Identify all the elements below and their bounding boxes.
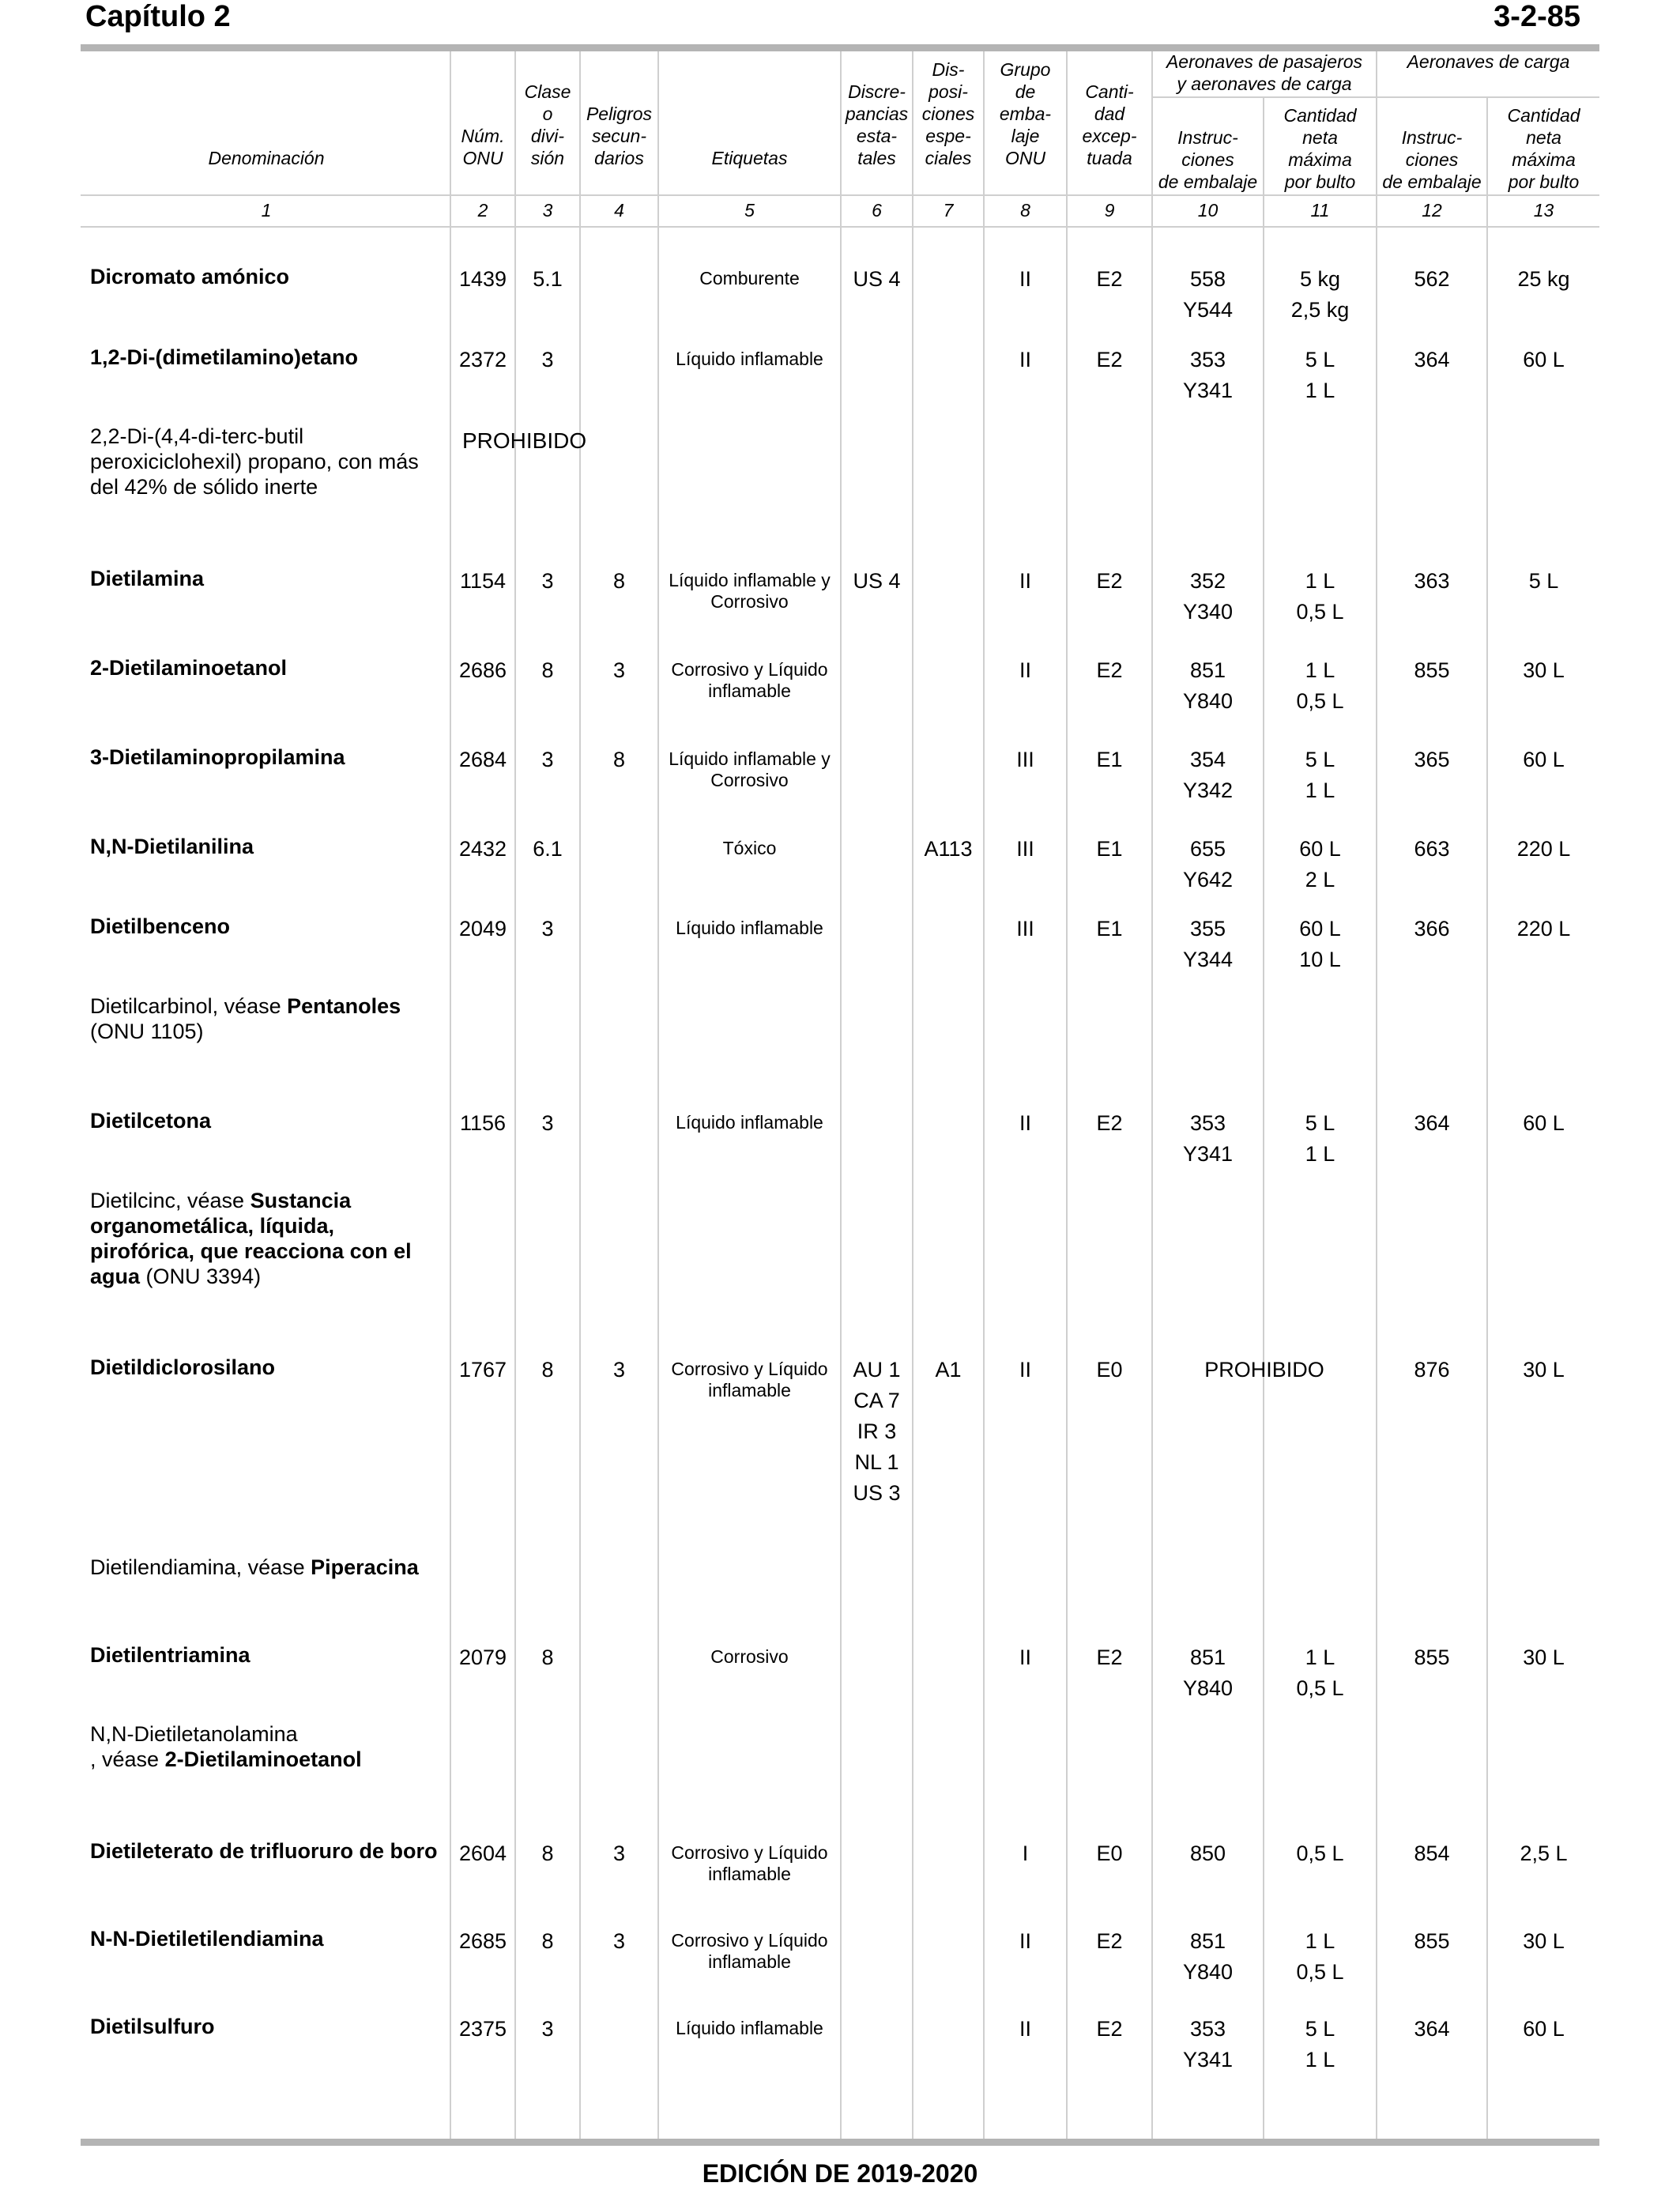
cell-packing-group: I [1022,1842,1029,1865]
cell-cargo-quantity: 220 L [1516,917,1571,941]
cell-cargo-instructions: 364 [1414,2017,1450,2041]
cell-pax-quantity: 5 L 1 L [1305,1111,1335,1166]
xref-target: Piperacina [311,1555,419,1579]
cell-packing-group: III [1016,837,1034,861]
xref-text: (ONU 3394) [140,1265,262,1288]
cell-un: 2685 [458,1929,507,1953]
cell-label: Corrosivo y Líquido inflamable [671,1930,828,1972]
cell-excepted-qty: E0 [1096,1358,1123,1382]
cell-pax-quantity: 1 L 0,5 L [1296,1646,1344,1700]
cell-class: 3 [541,569,554,593]
cross-reference [90,993,438,1044]
cell-pax-instructions: 655 Y642 [1182,837,1234,892]
cell-cargo-instructions: 364 [1414,1111,1450,1135]
cell-excepted-qty: E1 [1096,837,1123,861]
col-header-cantidad-exceptuada: Canti- dad excep- tuada [1082,81,1137,168]
cell-cargo-instructions: 855 [1414,658,1450,682]
cell-class: 3 [541,2017,554,2041]
cell-discrepancies: AU 1 CA 7 IR 3 NL 1 US 3 [853,1358,901,1505]
cell-label: Líquido inflamable [676,2018,823,2038]
cell-excepted-qty: E2 [1096,1929,1123,1953]
cell-special: A1 [935,1358,962,1382]
col-number: 10 [1197,200,1219,221]
cell-packing-group: II [1019,267,1031,291]
col-number: 5 [744,200,755,221]
row-name: 2-Dietilaminoetanol [90,656,288,680]
cell-pax-instructions: 558 Y544 [1182,267,1234,322]
col-header-instrucciones-pax: Instruc- ciones de embalaje [1158,127,1258,192]
cell-un: 1154 [459,569,507,593]
header-divider [81,226,1599,228]
col-number: 12 [1422,200,1442,221]
cell-cargo-instructions: 663 [1414,837,1450,861]
cell-excepted-qty: E2 [1096,658,1123,682]
col-number: 9 [1104,200,1115,221]
col-header-peligros: Peligros secun- darios [586,104,653,168]
header-divider [81,194,1599,196]
col-number: 1 [261,200,272,221]
cell-pax-instructions: 353 Y341 [1182,2017,1234,2071]
cell-packing-group: II [1019,1929,1031,1953]
cell-cargo-instructions: 855 [1414,1929,1450,1953]
cell-secondary: 8 [612,748,626,771]
col-divider [579,51,581,2139]
cell-secondary: 8 [612,569,626,593]
cell-cargo-instructions: 365 [1414,748,1450,771]
cell-excepted-qty: E2 [1096,2017,1123,2041]
cell-label: Líquido inflamable [676,349,823,369]
col-number: 3 [542,200,553,221]
col-number: 4 [614,200,624,221]
cross-reference [90,1721,438,1772]
bottom-rule [81,2139,1599,2146]
cell-pax-instructions: 352 Y340 [1182,569,1234,624]
cell-label: Corrosivo y Líquido inflamable [671,659,828,701]
cell-class: 3 [541,748,554,771]
cell-pax-quantity: 60 L 2 L [1299,837,1341,892]
xref-text: Dietilcarbinol, véase [90,994,288,1018]
cell-packing-group: II [1019,569,1031,593]
cell-pax-quantity: 60 L 10 L [1299,917,1341,971]
cell-class: 5.1 [533,267,563,291]
cell-pax-instructions: 354 Y342 [1182,748,1234,802]
xref-target: Sustancia organometálica, líquida, pirofórica, que reacciona con el agua [90,1189,412,1288]
prohibited-note: PROHIBIDO [1204,1358,1324,1382]
cell-un: 2375 [458,2017,507,2041]
col-divider [912,51,913,2139]
col-number: 2 [477,200,488,221]
col-header-discrepancias: Discre- pancias esta- tales [845,81,909,168]
cell-pax-instructions: 355 Y344 [1182,917,1234,971]
xref-target: Pentanoles [287,994,401,1018]
edition-footer: EDICIÓN DE 2019-2020 [702,2159,978,2188]
row-name: 3-Dietilaminopropilamina [90,745,345,769]
cell-pax-quantity: 1 L 0,5 L [1296,658,1344,713]
cell-secondary: 3 [612,658,626,682]
cell-class: 8 [541,658,554,682]
cell-label: Corrosivo y Líquido inflamable [671,1359,828,1400]
cell-class: 3 [541,917,554,941]
cell-cargo-quantity: 60 L [1523,748,1565,771]
cell-class: 3 [541,348,554,371]
cell-packing-group: II [1019,658,1031,682]
row-name: N,N-Dietilanilina [90,835,254,858]
cell-label: Corrosivo y Líquido inflamable [671,1842,828,1884]
cell-pax-quantity: 1 L 0,5 L [1296,1929,1344,1984]
cell-packing-group: II [1019,1111,1031,1135]
cell-un: 2432 [458,837,507,861]
col-number: 11 [1310,200,1330,221]
cell-label: Comburente [699,268,800,288]
cell-pax-instructions: 353 Y341 [1182,1111,1234,1166]
cell-cargo-quantity: 60 L [1523,2017,1565,2041]
row-name: Dietilcetona [90,1109,212,1133]
col-header-instrucciones-carga: Instruc- ciones de embalaje [1382,127,1482,192]
col-header-cantidad-pax: Cantidad neta máxima por bulto [1283,105,1357,192]
chapter-title: Capítulo 2 [85,0,231,33]
row-name: Dietilamina [90,567,205,590]
cell-cargo-quantity: 2,5 L [1520,1842,1568,1865]
cell-excepted-qty: E1 [1096,748,1123,771]
col-header-cantidad-carga: Cantidad neta máxima por bulto [1507,105,1580,192]
cell-cargo-quantity: 30 L [1523,658,1565,682]
row-name: 2,2-Di-(4,4-di-terc-butil peroxiciclohexil) propano, con más del 42% de sólido inerte [90,424,419,499]
cell-label: Corrosivo [710,1646,789,1667]
cell-class: 8 [541,1358,554,1382]
cell-un: 2686 [458,658,507,682]
col-header-grupo-embalaje: Grupo de emba- laje ONU [999,59,1052,168]
cell-cargo-quantity: 30 L [1523,1929,1565,1953]
cell-packing-group: III [1016,917,1034,941]
cell-pax-instructions: 851 Y840 [1182,658,1234,713]
cell-excepted-qty: E2 [1096,1111,1123,1135]
cell-secondary: 3 [612,1842,626,1865]
cell-label: Líquido inflamable y Corrosivo [669,748,831,790]
row-name: 1,2-Di-(dimetilamino)etano [90,345,359,369]
cell-secondary: 3 [612,1358,626,1382]
col-divider [840,51,842,2139]
cell-cargo-quantity: 25 kg [1517,267,1570,291]
group-header-pasajeros: Aeronaves de pasajeros y aeronaves de carga [1166,51,1363,94]
xref-text: N,N-Dietiletanolamina , véase [90,1722,298,1771]
cell-class: 8 [541,1929,554,1953]
col-header-num-onu: Núm. ONU [461,126,505,168]
cell-cargo-instructions: 364 [1414,348,1450,371]
cell-pax-instructions: 851 Y840 [1182,1929,1234,1984]
cell-excepted-qty: E2 [1096,1646,1123,1669]
cell-cargo-quantity: 220 L [1516,837,1571,861]
cell-special: A113 [924,837,973,861]
cell-pax-quantity: 0,5 L [1296,1842,1344,1865]
cell-class: 3 [541,1111,554,1135]
cell-un: 1439 [458,267,507,291]
col-header-disposiciones: Dis- posi- ciones espe- ciales [921,59,975,168]
cell-cargo-instructions: 876 [1414,1358,1450,1382]
cell-un: 2604 [458,1842,507,1865]
cell-cargo-instructions: 366 [1414,917,1450,941]
cross-reference [90,1555,438,1580]
col-header-denominacion: Denominación [208,148,325,168]
cell-excepted-qty: E2 [1096,569,1123,593]
col-number: 7 [943,200,954,221]
cell-packing-group: II [1019,1646,1031,1669]
cell-discrepancies: US 4 [853,267,901,291]
row-name: Dietildiclorosilano [90,1355,276,1379]
row-name: Dietilentriamina [90,1643,250,1667]
cell-cargo-quantity: 60 L [1523,348,1565,371]
cell-pax-instructions: 850 [1189,1842,1226,1865]
cell-excepted-qty: E0 [1096,1842,1123,1865]
xref-text: Dietilcinc, véase [90,1189,250,1212]
cell-pax-quantity: 5 L 1 L [1305,2017,1335,2071]
group-header-carga: Aeronaves de carga [1407,51,1570,72]
cell-packing-group: II [1019,1358,1031,1382]
row-name: Dicromato amónico [90,265,290,288]
cell-class: 6.1 [533,837,563,861]
cell-cargo-quantity: 5 L [1528,569,1559,593]
col-header-clase: Clase o divi- sión [524,81,571,168]
cell-label: Tóxico [722,838,777,858]
cell-packing-group: II [1019,2017,1031,2041]
row-name: Dietilsulfuro [90,2015,215,2038]
col-number: 6 [872,200,882,221]
row-name: Dietilbenceno [90,914,231,938]
cross-reference [90,1188,438,1289]
cell-un: 2079 [458,1646,507,1669]
row-name: N-N-Dietiletilendiamina [90,1927,324,1951]
page-number: 3-2-85 [1494,0,1580,33]
cell-class: 8 [541,1646,554,1669]
prohibited-note: PROHIBIDO [462,428,587,453]
cell-pax-quantity: 5 L 1 L [1305,348,1335,402]
cell-packing-group: III [1016,748,1034,771]
cell-excepted-qty: E2 [1096,348,1123,371]
cell-packing-group: II [1019,348,1031,371]
cell-pax-instructions: 353 Y341 [1182,348,1234,402]
cell-cargo-instructions: 854 [1414,1842,1450,1865]
cell-class: 8 [541,1842,554,1865]
cell-cargo-quantity: 30 L [1523,1358,1565,1382]
cell-un: 2049 [458,917,507,941]
xref-text: (ONU 1105) [90,1020,204,1043]
col-header-etiquetas: Etiquetas [711,148,788,168]
cell-cargo-instructions: 562 [1414,267,1450,291]
xref-text: Dietilendiamina, véase [90,1555,311,1579]
row-name: Dietileterato de trifluoruro de boro [90,1839,438,1863]
cell-un: 2372 [458,348,507,371]
cell-discrepancies: US 4 [853,569,901,593]
cell-cargo-instructions: 855 [1414,1646,1450,1669]
col-number: 13 [1533,200,1554,221]
cell-label: Líquido inflamable [676,1112,823,1133]
group-divider [1151,96,1599,98]
cell-un: 1767 [458,1358,507,1382]
cell-pax-instructions: 851 Y840 [1182,1646,1234,1700]
cell-un: 1156 [459,1111,507,1135]
cell-excepted-qty: E2 [1096,267,1123,291]
cell-cargo-quantity: 30 L [1523,1646,1565,1669]
cell-pax-quantity: 5 L 1 L [1305,748,1335,802]
cell-secondary: 3 [612,1929,626,1953]
col-number: 8 [1020,200,1030,221]
cell-excepted-qty: E1 [1096,917,1123,941]
cell-cargo-instructions: 363 [1414,569,1450,593]
xref-target: 2-Dietilaminoetanol [164,1747,362,1771]
cell-pax-quantity: 1 L 0,5 L [1296,569,1344,624]
cell-label: Líquido inflamable [676,918,823,938]
cell-un: 2684 [458,748,507,771]
cell-pax-quantity: 5 kg 2,5 kg [1290,267,1350,322]
cell-cargo-quantity: 60 L [1523,1111,1565,1135]
cell-label: Líquido inflamable y Corrosivo [669,570,831,612]
